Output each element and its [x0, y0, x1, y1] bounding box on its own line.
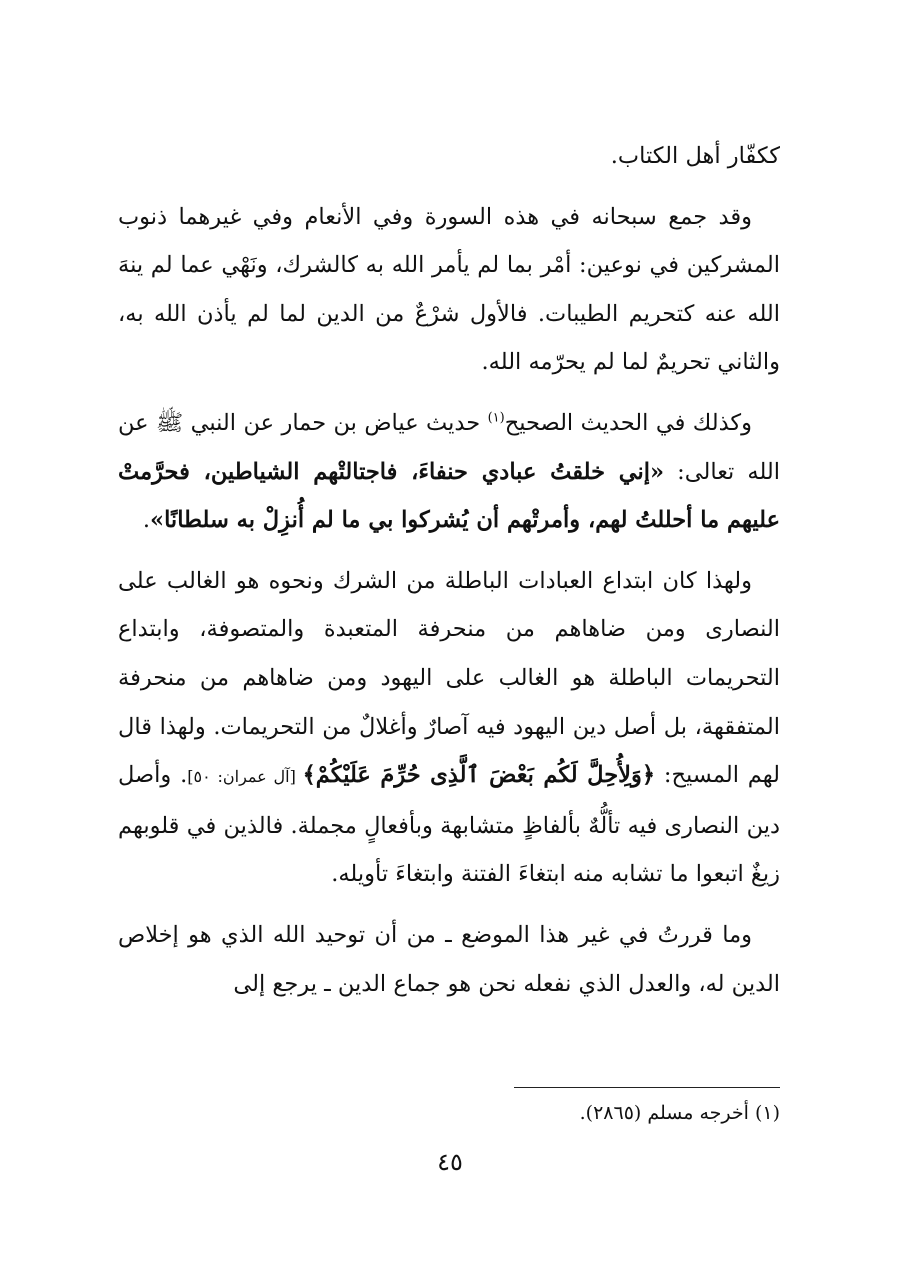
quran-verse: ﴿وَلِأُحِلَّ لَكُم بَعْضَ ٱلَّذِى حُرِّمَ عَلَيْكُمْ﴾	[302, 762, 656, 789]
hadith-quote: «إني خلقتُ عبادي حنفاءَ، فاجتالتْهم الشياطين، فحرَّمتْ عليهم ما أحللتُ لهم، وأمرتْهم أن يُشركوا بي ما لم أُنزِلْ به سلطانًا»	[118, 458, 780, 534]
paragraph-3-intro: وكذلك في الحديث الصحيح	[504, 409, 752, 436]
paragraph-3-narration: حديث عياض بن حمار عن النبي ﷺ عن الله تعالى:	[118, 409, 781, 485]
paragraph-1-text: ككفّار أهل الكتاب.	[610, 143, 780, 169]
page-number	[0, 1146, 900, 1178]
paragraph-4-text-after-verse: . وأصل دين النصارى فيه تألُّهٌ بألفاظٍ متشابهة وبأفعالٍ مجملة. فالذين في قلوبهم زيغٌ اتبعوا ما تشابه منه ابتغاءَ الفتنة وابتغاءَ تأويله.	[118, 762, 780, 888]
paragraph-4-text-before-verse: ولهذا كان ابتداع العبادات الباطلة من الشرك ونحوه هو الغالب على النصارى ومن ضاهاهم من منحرفة المتعبدة والمتصوفة، وابتداع التحريمات الباطلة هو الغالب على اليهود ومن ضاهاهم من منحرفة المتفقهة، بل أصل دين اليهود فيه آصارٌ وأغلالٌ من التحريمات. ولهذا قال لهم المسيح:	[118, 567, 781, 789]
paragraph-1	[118, 132, 780, 181]
paragraph-4	[118, 557, 780, 899]
footnote-marker: (١)	[487, 410, 505, 426]
footnote	[118, 1099, 780, 1127]
paragraph-3	[118, 399, 780, 545]
paragraph-5	[118, 911, 780, 1008]
paragraph-2-text: وقد جمع سبحانه في هذه السورة وفي الأنعام وفي غيرهما ذنوب المشركين في نوعين: أمْر بما لم يأمر الله به كالشرك، ونَهْي عما لم ينهَ الله عنه كتحريم الطيبات. فالأول شرْعٌ من الدين لما لم يأذن الله به، والثاني تحريمٌ لما لم يحرّمه الله.	[118, 203, 780, 376]
verse-reference: [آل عمران: ٥٠]	[187, 767, 303, 787]
paragraph-2	[118, 193, 780, 387]
footnote-separator	[514, 1087, 780, 1088]
main-text	[118, 132, 780, 1020]
footnote-text: (١) أخرجه مسلم (٢٨٦٥).	[579, 1102, 780, 1124]
paragraph-3-end: .	[142, 507, 151, 534]
page-number-text: ٤٥	[437, 1148, 463, 1176]
paragraph-5-text: وما قررتُ في غير هذا الموضع ـ من أن توحيد الله الذي هو إخلاص الدين له، والعدل الذي نفعله نحن هو جماع الدين ـ يرجع إلى	[118, 921, 780, 997]
